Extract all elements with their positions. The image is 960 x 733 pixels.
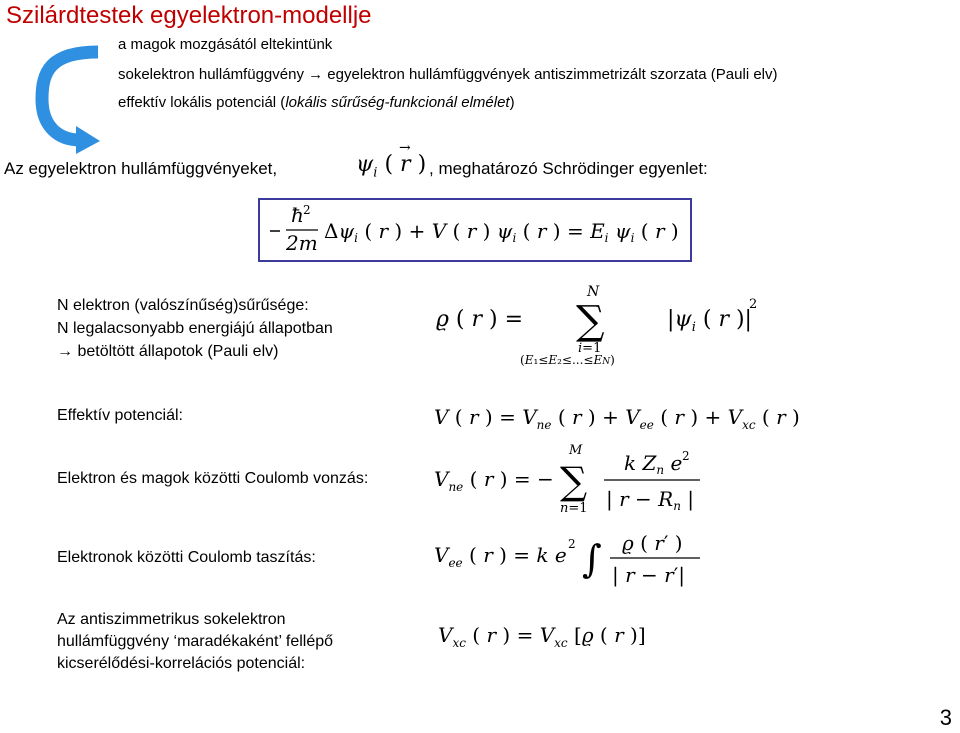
density-label-3	[57, 343, 278, 361]
intro-text-a: Az egyelektron hullámfüggvényeket,	[4, 159, 278, 178]
svg-text:Vxc ( r ) = Vxc [ϱ ( r )]: $V_{xc}$ ( r ) = $V_{xc}$ [ϱ ( r )]	[438, 623, 646, 650]
schrodinger-equation-box	[258, 198, 692, 262]
svg-text:| r − Rn |: | $r - R_n$ |	[606, 487, 695, 513]
coulomb-attraction-label: Elektron és magok közötti Coulomb vonzás:	[57, 470, 369, 487]
xc-label-3: kicserélődési-korrelációs potenciál:	[57, 655, 306, 672]
svg-text:2: 2	[749, 297, 758, 312]
psi-formula: $\psi_i$ ( r → )	[356, 140, 427, 181]
density-label-3-text: betöltött állapotok (Pauli elv)	[77, 343, 279, 360]
svg-text:n=1: n=1	[560, 501, 588, 516]
svg-text:ħ: ħ	[291, 203, 304, 227]
svg-text:∑: ∑	[560, 459, 588, 503]
svg-text:M: M	[569, 443, 583, 458]
svg-text:2m: 2m	[286, 231, 318, 255]
svg-text:∫: ∫	[582, 537, 602, 581]
svg-text:Δψi ( r ) + V ( r ) ψi ( r ) =: $\Delta\psi_i$ ( r ) + V ( r ) $\psi_i$ ( r ) = $E_i$ $\psi_i$ ( r )	[324, 219, 679, 245]
svg-text:ϱ ( r ) =: ϱ ( r ) =	[436, 307, 524, 332]
header-line-1: a magok mozgásától eltekintünk	[118, 36, 333, 53]
page-number: 3	[939, 705, 952, 730]
svg-text:2: 2	[568, 537, 576, 551]
svg-text:i=1: i=1	[578, 341, 602, 356]
header-line-2-b: egyelektron hullámfüggvények antiszimmetrizált szorzata (Pauli elv)	[327, 66, 778, 83]
svg-text:∑: ∑	[576, 298, 605, 344]
implies-arrow-icon: →	[308, 66, 324, 83]
svg-text:Vne ( r ) = −: $V_{ne}$ ( r ) = −	[434, 467, 554, 494]
intro-text-b: , meghatározó Schrödinger egyenlet:	[429, 159, 708, 178]
header-line-3	[118, 94, 515, 111]
svg-text:2: 2	[303, 203, 311, 217]
xc-label-2: hullámfüggvény ‘maradékaként’ fellépő	[57, 633, 334, 650]
coulomb-attraction-formula	[432, 440, 712, 520]
density-formula	[432, 282, 772, 372]
schrodinger-equation	[260, 200, 690, 260]
svg-text:|ψi ( r )|: $|\psi_i$ ( r )|	[667, 307, 752, 335]
header-line-2	[118, 66, 778, 83]
implies-arrow-icon: →	[57, 343, 73, 360]
density-label-2: N legalacsonyabb energiájú állapotban	[57, 320, 333, 337]
coulomb-repulsion-formula	[432, 522, 712, 592]
effective-potential-label: Effektív potenciál:	[57, 407, 183, 424]
svg-text:| r − r′|: | r − r′|	[612, 563, 685, 587]
effective-potential-formula	[432, 396, 812, 436]
svg-text:V ( r ) = Vne ( r ) + Vee ( r: V ( r ) = $V_{ne}$ ( r ) + $V_{ee}$ ( r ) + $V_{xc}$ ( r )	[434, 405, 800, 432]
svg-text:(E₁≤E₂≤...≤EN): (E₁≤E₂≤...≤EN)	[520, 353, 615, 367]
svg-text:k Zn e: k $Z_n$ e	[624, 451, 683, 477]
coulomb-repulsion-label: Elektronok közötti Coulomb taszítás:	[57, 549, 316, 566]
header-line-2-a: sokelektron hullámfüggvény	[118, 66, 304, 83]
curved-arrow-icon	[28, 44, 108, 154]
header-line-3-c: )	[509, 94, 515, 111]
svg-text:2: 2	[682, 449, 690, 463]
page-title: Szilárdtestek egyelektron-modellje	[6, 2, 372, 29]
svg-text:ϱ ( r′ ): ϱ ( r′ )	[622, 531, 683, 555]
svg-text:N: N	[587, 284, 600, 300]
xc-label-1: Az antiszimmetrikus sokelektron	[57, 611, 286, 628]
svg-text:Vee ( r ) = k e: $V_{ee}$ ( r ) = k e	[434, 543, 567, 570]
xc-formula	[436, 616, 666, 656]
header-line-3-a: effektív lokális potenciál (	[118, 94, 286, 111]
density-label-1: N elektron (valószínűség)sűrűsége:	[57, 297, 309, 314]
header-line-3-b: lokális sűrűség-funkcionál elmélet	[285, 94, 510, 111]
